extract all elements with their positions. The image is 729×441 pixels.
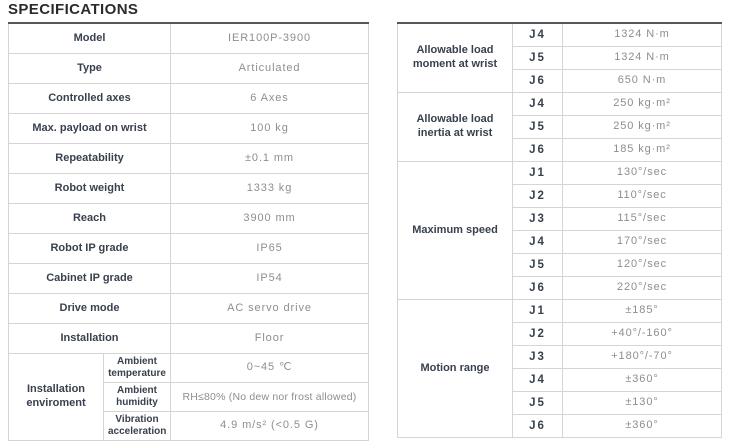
spec-value: IP65 bbox=[171, 234, 369, 264]
joint-value: 170°/sec bbox=[563, 231, 722, 254]
joint-label: J4 bbox=[513, 231, 563, 254]
section-label: Allowable load moment at wrist bbox=[398, 23, 513, 93]
joint-label: J4 bbox=[513, 23, 563, 47]
joint-value: +40°/-160° bbox=[563, 323, 722, 346]
joint-value: 1324 N·m bbox=[563, 23, 722, 47]
table-row bbox=[9, 114, 369, 144]
spec-value: 100 kg bbox=[171, 114, 369, 144]
joint-label: J1 bbox=[513, 300, 563, 323]
joint-value: 250 kg·m² bbox=[563, 93, 722, 116]
joint-value: 1324 N·m bbox=[563, 47, 722, 70]
spec-label: Controlled axes bbox=[9, 84, 171, 114]
spec-label: Type bbox=[9, 54, 171, 84]
joint-label: J6 bbox=[513, 70, 563, 93]
joint-label: J4 bbox=[513, 369, 563, 392]
joint-value: ±360° bbox=[563, 369, 722, 392]
general-specs-table bbox=[8, 22, 369, 441]
spec-value: AC servo drive bbox=[171, 294, 369, 324]
joint-label: J6 bbox=[513, 277, 563, 300]
table-row bbox=[9, 174, 369, 204]
table-row bbox=[9, 204, 369, 234]
spec-label: Cabinet IP grade bbox=[9, 264, 171, 294]
joint-label: J5 bbox=[513, 116, 563, 139]
env-section-label: Installation enviroment bbox=[9, 354, 104, 441]
spec-value: Articulated bbox=[171, 54, 369, 84]
joint-value: ±360° bbox=[563, 415, 722, 438]
joint-label: J3 bbox=[513, 346, 563, 369]
spec-label: Max. payload on wrist bbox=[9, 114, 171, 144]
spec-value: ±0.1 mm bbox=[171, 144, 369, 174]
joint-value: 130°/sec bbox=[563, 162, 722, 185]
table-row bbox=[9, 294, 369, 324]
joint-value: 115°/sec bbox=[563, 208, 722, 231]
table-row bbox=[398, 23, 722, 47]
joint-value: 220°/sec bbox=[563, 277, 722, 300]
spec-label: Drive mode bbox=[9, 294, 171, 324]
spec-label: Model bbox=[9, 23, 171, 54]
table-row bbox=[398, 162, 722, 185]
table-row bbox=[398, 300, 722, 323]
joint-value: ±185° bbox=[563, 300, 722, 323]
spec-value: 6 Axes bbox=[171, 84, 369, 114]
joint-label: J3 bbox=[513, 208, 563, 231]
joint-label: J1 bbox=[513, 162, 563, 185]
joint-value: 120°/sec bbox=[563, 254, 722, 277]
spec-label: Repeatability bbox=[9, 144, 171, 174]
joint-specs-table bbox=[397, 22, 722, 438]
joint-label: J6 bbox=[513, 415, 563, 438]
spec-label: Reach bbox=[9, 204, 171, 234]
joint-label: J2 bbox=[513, 323, 563, 346]
spec-value: Floor bbox=[171, 324, 369, 354]
spec-label: Robot IP grade bbox=[9, 234, 171, 264]
spec-label: Robot weight bbox=[9, 174, 171, 204]
spec-label: Installation bbox=[9, 324, 171, 354]
spec-value: IER100P-3900 bbox=[171, 23, 369, 54]
joint-value: 185 kg·m² bbox=[563, 139, 722, 162]
table-row bbox=[398, 93, 722, 116]
joint-value: +180°/-70° bbox=[563, 346, 722, 369]
joint-value: ±130° bbox=[563, 392, 722, 415]
section-label: Allowable load inertia at wrist bbox=[398, 93, 513, 162]
env-sub-label: Ambient temperature bbox=[104, 354, 171, 383]
spec-value: 0~45 ℃ bbox=[171, 354, 369, 383]
table-row bbox=[9, 234, 369, 264]
page-title: SPECIFICATIONS bbox=[8, 1, 139, 18]
env-sub-label: Vibration acceleration bbox=[104, 412, 171, 441]
table-row bbox=[9, 324, 369, 354]
joint-label: J5 bbox=[513, 254, 563, 277]
table-row bbox=[9, 23, 369, 54]
joint-label: J2 bbox=[513, 185, 563, 208]
spec-value: 4.9 m/s² (<0.5 G) bbox=[171, 412, 369, 441]
table-row bbox=[9, 354, 369, 383]
spec-value: IP54 bbox=[171, 264, 369, 294]
section-label: Motion range bbox=[398, 300, 513, 438]
section-label: Maximum speed bbox=[398, 162, 513, 300]
table-row bbox=[9, 144, 369, 174]
joint-value: 110°/sec bbox=[563, 185, 722, 208]
table-row bbox=[9, 54, 369, 84]
env-sub-label: Ambient humidity bbox=[104, 383, 171, 412]
table-row bbox=[9, 264, 369, 294]
joint-label: J6 bbox=[513, 139, 563, 162]
spec-value: 1333 kg bbox=[171, 174, 369, 204]
joint-label: J5 bbox=[513, 392, 563, 415]
spec-value: RH≤80% (No dew nor frost allowed) bbox=[171, 383, 369, 412]
joint-value: 650 N·m bbox=[563, 70, 722, 93]
joint-label: J4 bbox=[513, 93, 563, 116]
joint-value: 250 kg·m² bbox=[563, 116, 722, 139]
table-row bbox=[9, 84, 369, 114]
joint-label: J5 bbox=[513, 47, 563, 70]
spec-value: 3900 mm bbox=[171, 204, 369, 234]
